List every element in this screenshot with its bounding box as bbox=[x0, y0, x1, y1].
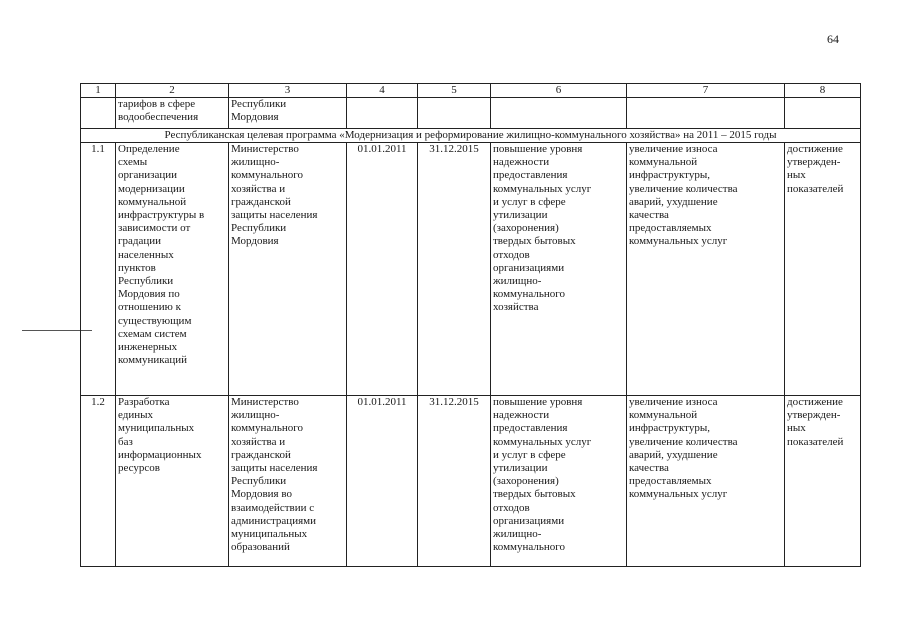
program-measures-table bbox=[80, 83, 861, 567]
table-row bbox=[81, 143, 861, 396]
program-title: Республиканская целевая программа «Модернизация и реформирование жилищно-коммунального хозяйства» на 2011 – 2015 годы bbox=[81, 129, 861, 143]
column-number: 3 bbox=[229, 84, 347, 98]
row-number: 1.2 bbox=[81, 396, 116, 567]
executor: Министерство жилищно- коммунального хозяйства и гражданской защиты населения Республики Мордовия во взаимодействии с администрациями муниципальных образований bbox=[229, 396, 347, 567]
column-number: 4 bbox=[347, 84, 418, 98]
continuation-measure: тарифов в сфере водообеспечения bbox=[116, 98, 229, 129]
start-date: 01.01.2011 bbox=[347, 143, 418, 396]
measure-name: Определение схемы организации модернизации коммунальной инфраструктуры в зависимости от градации населенных пунктов Республики Мордовия по отношению к существующим схемам систем инженерных коммуникаций bbox=[116, 143, 229, 396]
executor: Министерство жилищно- коммунального хозяйства и гражданской защиты населения Республики Мордовия bbox=[229, 143, 347, 396]
column-number: 7 bbox=[627, 84, 785, 98]
page-number: 64 bbox=[827, 32, 839, 46]
continuation-row bbox=[81, 98, 861, 129]
column-number: 2 bbox=[116, 84, 229, 98]
measure-name: Разработка единых муниципальных баз информационных ресурсов bbox=[116, 396, 229, 567]
start-date: 01.01.2011 bbox=[347, 396, 418, 567]
program-title-row bbox=[81, 129, 861, 143]
consequences: увеличение износа коммунальной инфраструктуры, увеличение количества аварий, ухудшение качества предоставляемых коммунальных услуг bbox=[627, 143, 785, 396]
table-row bbox=[81, 396, 861, 567]
indicator-link: достижение утвержден- ных показателей bbox=[785, 396, 861, 567]
column-number: 6 bbox=[491, 84, 627, 98]
column-number: 5 bbox=[418, 84, 491, 98]
column-number: 8 bbox=[785, 84, 861, 98]
column-number: 1 bbox=[81, 84, 116, 98]
end-date: 31.12.2015 bbox=[418, 143, 491, 396]
column-number-row bbox=[81, 84, 861, 98]
expected-result: повышение уровня надежности предоставления коммунальных услуг и услуг в сфере утилизации (захоронения) твердых бытовых отходов организациями жилищно- коммунального bbox=[491, 396, 627, 567]
continuation-executor: Республики Мордовия bbox=[229, 98, 347, 129]
consequences: увеличение износа коммунальной инфраструктуры, увеличение количества аварий, ухудшение качества предоставляемых коммунальных услуг bbox=[627, 396, 785, 567]
indicator-link: достижение утвержден- ных показателей bbox=[785, 143, 861, 396]
expected-result: повышение уровня надежности предоставления коммунальных услуг и услуг в сфере утилизации (захоронения) твердых бытовых отходов организациями жилищно- коммунального хозяйства bbox=[491, 143, 627, 396]
end-date: 31.12.2015 bbox=[418, 396, 491, 567]
row-number: 1.1 bbox=[81, 143, 116, 396]
